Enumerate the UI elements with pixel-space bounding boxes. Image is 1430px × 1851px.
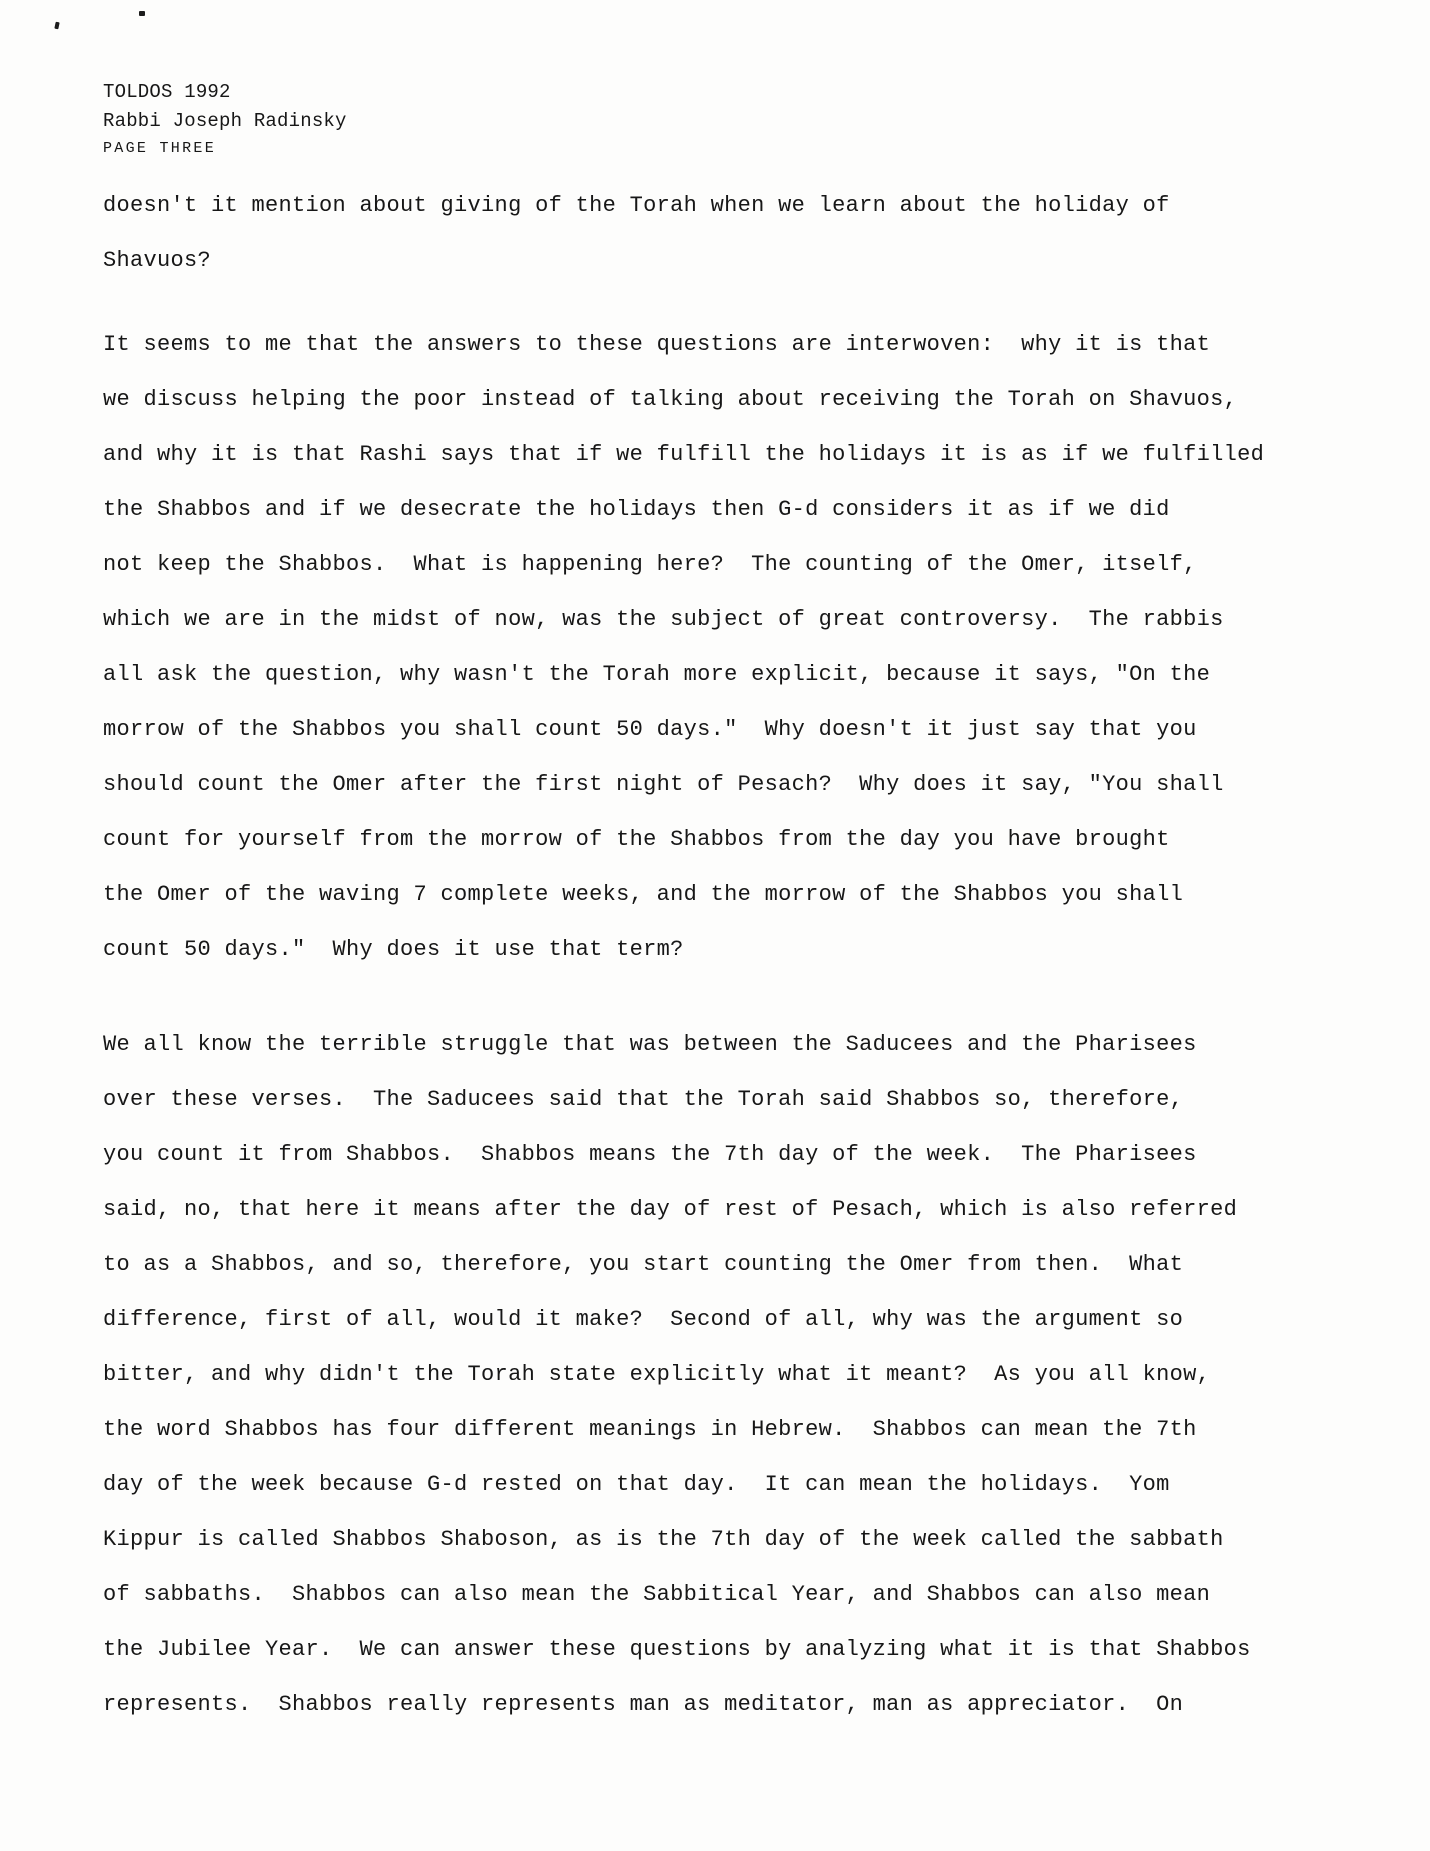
text-line: We all know the terrible struggle that was between the Saducees and the Pharisees: [103, 1032, 1197, 1057]
text-line: difference, first of all, would it make? Second of all, why was the argument so: [103, 1307, 1184, 1332]
paragraph: [103, 1017, 1363, 1732]
text-line: morrow of the Shabbos you shall count 50 days." Why doesn't it just say that you: [103, 717, 1197, 742]
text-line: which we are in the midst of now, was the subject of great controversy. The rabbis: [103, 607, 1224, 632]
text-line: Kippur is called Shabbos Shaboson, as is the 7th day of the week called the sabbath: [103, 1527, 1224, 1552]
page-number-label: PAGE THREE: [103, 140, 217, 157]
text-line: and why it is that Rashi says that if we fulfill the holidays it is as if we fulfilled: [103, 442, 1265, 467]
text-line: we discuss helping the poor instead of talking about receiving the Torah on Shavuos,: [103, 387, 1238, 412]
text-line: It seems to me that the answers to these questions are interwoven: why it is that: [103, 332, 1211, 357]
text-line: represents. Shabbos really represents man as meditator, man as appreciator. On: [103, 1692, 1184, 1717]
document-author: Rabbi Joseph Radinsky: [103, 110, 347, 132]
text-line: day of the week because G-d rested on that day. It can mean the holidays. Yom: [103, 1472, 1170, 1497]
paragraph: [103, 317, 1363, 977]
document-header: [103, 78, 347, 162]
text-line: you count it from Shabbos. Shabbos means the 7th day of the week. The Pharisees: [103, 1142, 1197, 1167]
text-line: Shavuos?: [103, 248, 212, 273]
text-line: the Jubilee Year. We can answer these questions by analyzing what it is that Shabbos: [103, 1637, 1251, 1662]
text-line: count for yourself from the morrow of the Shabbos from the day you have brought: [103, 827, 1170, 852]
text-line: should count the Omer after the first night of Pesach? Why does it say, "You shall: [103, 772, 1224, 797]
text-line: of sabbaths. Shabbos can also mean the Sabbitical Year, and Shabbos can also mean: [103, 1582, 1211, 1607]
text-line: said, no, that here it means after the day of rest of Pesach, which is also referred: [103, 1197, 1238, 1222]
text-line: doesn't it mention about giving of the Torah when we learn about the holiday of: [103, 193, 1170, 218]
text-line: the Shabbos and if we desecrate the holidays then G-d considers it as if we did: [103, 497, 1170, 522]
text-line: the Omer of the waving 7 complete weeks, and the morrow of the Shabbos you shall: [103, 882, 1184, 907]
text-line: count 50 days." Why does it use that term?: [103, 937, 684, 962]
text-line: the word Shabbos has four different meanings in Hebrew. Shabbos can mean the 7th: [103, 1417, 1197, 1442]
text-line: not keep the Shabbos. What is happening here? The counting of the Omer, itself,: [103, 552, 1197, 577]
document-title: TOLDOS 1992: [103, 81, 231, 103]
paragraph: [103, 178, 1363, 288]
text-line: all ask the question, why wasn't the Torah more explicit, because it says, "On the: [103, 662, 1211, 687]
text-line: bitter, and why didn't the Torah state explicitly what it meant? As you all know,: [103, 1362, 1211, 1387]
text-line: to as a Shabbos, and so, therefore, you start counting the Omer from then. What: [103, 1252, 1184, 1277]
text-line: over these verses. The Saducees said that the Torah said Shabbos so, therefore,: [103, 1087, 1184, 1112]
document-body: [103, 178, 1363, 1732]
scan-speck: [54, 22, 59, 30]
scan-speck: [139, 11, 145, 16]
